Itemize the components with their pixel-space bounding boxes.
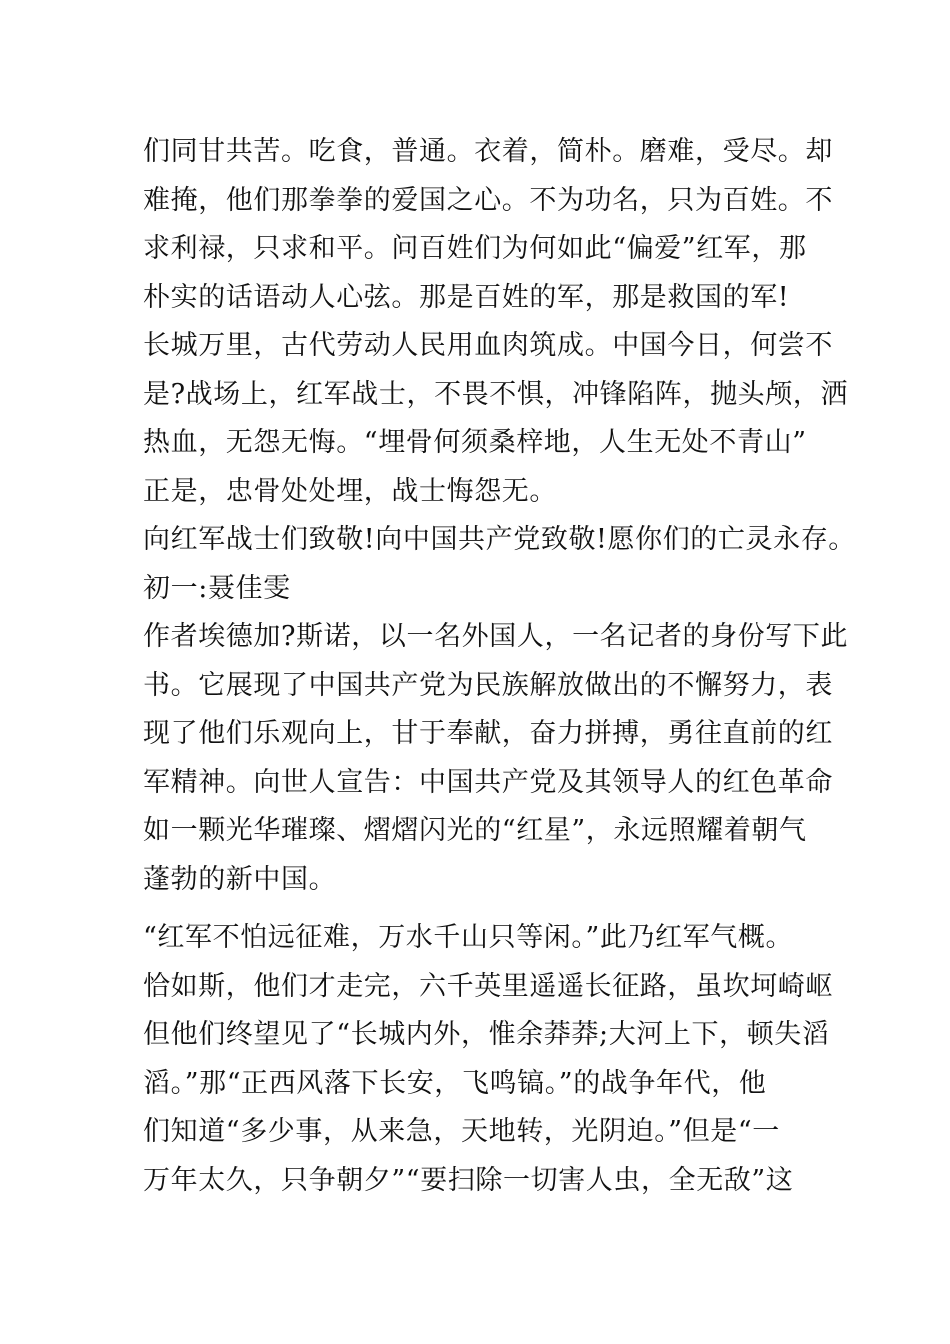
text-line: 们同甘共苦。吃食，普通。衣着，简朴。磨难，受尽。却 <box>143 136 833 167</box>
author-line: 初一:聂佳雯 <box>143 572 291 604</box>
text-line: 现了他们乐观向上，甘于奉献，奋力拼搏，勇往直前的红 <box>143 718 833 749</box>
text-line: 但他们终望见了“长城内外，惟余莽莽;大河上下，顿失滔 <box>143 1019 830 1050</box>
text-line: 恰如斯，他们才走完，六千英里遥遥长征路，虽坎坷崎岖 <box>143 970 833 1002</box>
text-line: 朴实的话语动人心弦。那是百姓的军，那是救国的军! <box>143 281 790 313</box>
text-line: 蓬勃的新中国。 <box>143 863 337 895</box>
text-line: 难掩，他们那拳拳的爱国之心。不为功名，只为百姓。不 <box>143 184 833 216</box>
text-line: 热血，无怨无悔。“埋骨何须桑梓地，人生无处不青山” <box>143 427 807 458</box>
text-line: 们知道“多少事，从来急，天地转，光阴迫。”但是“一 <box>143 1116 780 1147</box>
text-line: 长城万里，古代劳动人民用血肉筑成。中国今日，何尝不 <box>143 330 833 361</box>
text-line: 书。它展现了中国共产党为民族解放做出的不懈努力，表 <box>143 669 833 701</box>
text-line: 作者埃德加?斯诺，以一名外国人，一名记者的身份写下此 <box>143 621 849 652</box>
text-line: 军精神。向世人宣告：中国共产党及其领导人的红色革命 <box>143 766 833 798</box>
text-line: 求利禄，只求和平。问百姓们为何如此“偏爱”红军，那 <box>143 233 807 264</box>
text-line: 万年太久，只争朝夕”“要扫除一切害人虫，全无敌”这 <box>143 1164 794 1196</box>
text-line: 如一颗光华璀璨、熠熠闪光的“红星”，永远照耀着朝气 <box>143 815 807 846</box>
text-line: 正是，忠骨处处埋，战士悔怨无。 <box>143 475 557 507</box>
text-line: “红军不怕远征难，万水千山只等闲。”此乃红军气概。 <box>143 922 794 953</box>
text-line: 是?战场上，红军战士，不畏不惧，冲锋陷阵，抛头颅，洒 <box>143 378 849 410</box>
text-line: 滔。”那“正西风落下长安，飞鸣镐。”的战争年代，他 <box>143 1067 767 1099</box>
paragraph-gap <box>143 904 807 914</box>
text-line: 向红军战士们致敬!向中国共产党致敬!愿你们的亡灵永存。 <box>143 524 856 555</box>
document-body <box>143 128 856 1205</box>
